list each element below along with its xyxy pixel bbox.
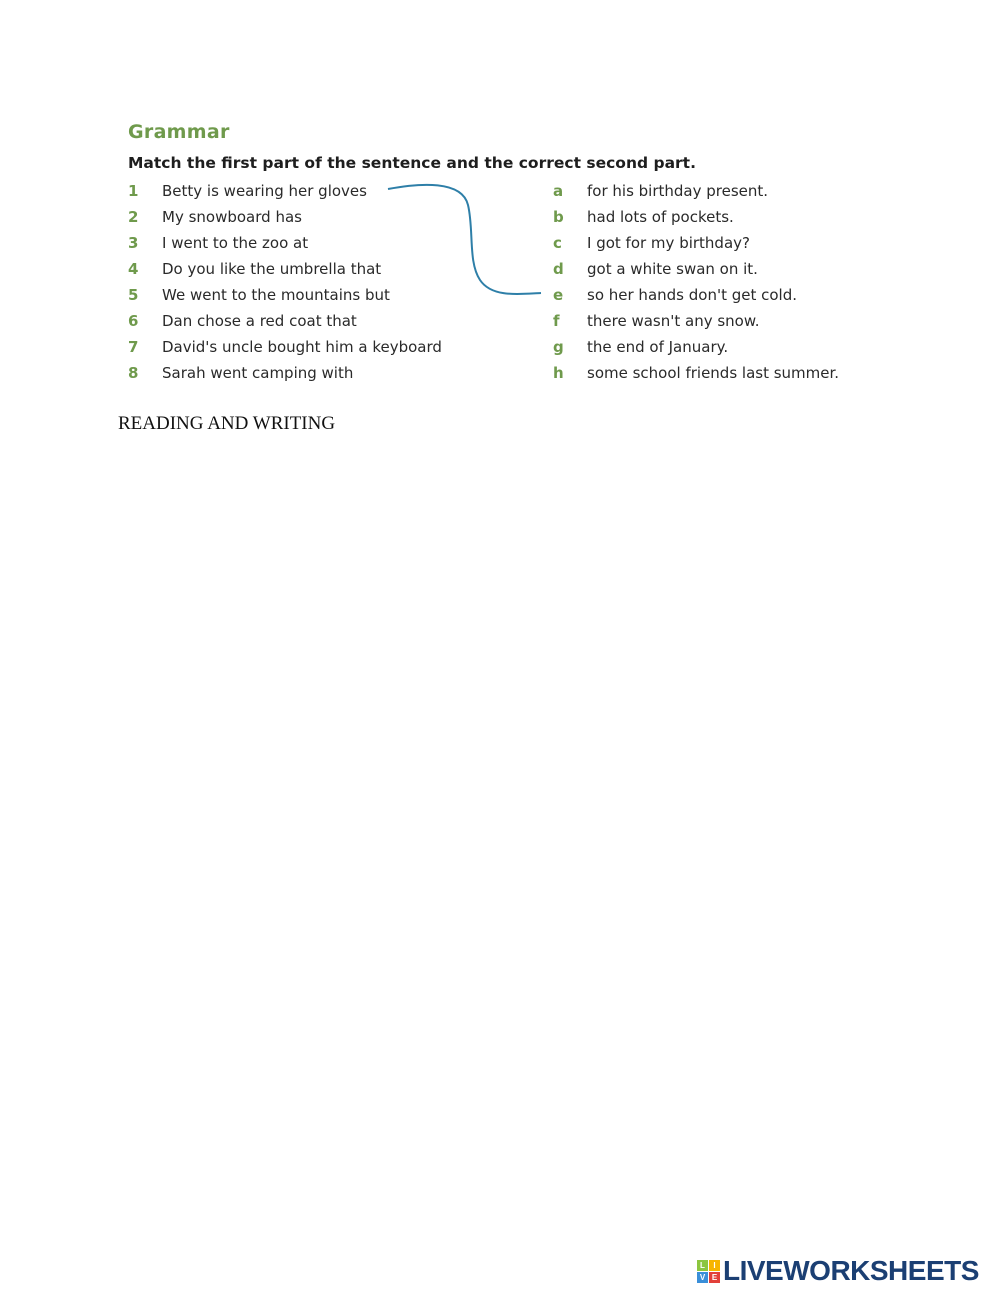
item-text: Dan chose a red coat that (162, 312, 357, 330)
item-number: 1 (128, 182, 139, 200)
item-text: Do you like the umbrella that (162, 260, 382, 278)
item-text: I got for my birthday? (587, 234, 750, 252)
match-line (0, 0, 1000, 420)
item-number: 5 (128, 286, 139, 304)
item-number: 4 (128, 260, 139, 278)
item-text: Sarah went camping with (162, 364, 354, 382)
item-text: got a white swan on it. (587, 260, 758, 278)
item-number: 8 (128, 364, 139, 382)
item-text: had lots of pockets. (587, 208, 734, 226)
logo-tile: E (709, 1272, 720, 1283)
section-title: Grammar (128, 121, 230, 143)
item-letter: a (553, 182, 564, 200)
item-letter: c (553, 234, 562, 252)
item-text: some school friends last summer. (587, 364, 840, 382)
item-letter: e (553, 286, 564, 304)
logo-tile: V (697, 1272, 708, 1283)
section-heading: READING AND WRITING (118, 413, 336, 434)
logo-text: LIVEWORKSHEETS (723, 1255, 979, 1286)
item-number: 3 (128, 234, 139, 252)
item-text: for his birthday present. (587, 182, 769, 200)
logo-tile: L (697, 1260, 708, 1271)
instruction: Match the first part of the sentence and the correct second part. (128, 154, 696, 172)
logo-tiles-icon (697, 1260, 720, 1283)
item-text: I went to the zoo at (162, 234, 309, 252)
item-text: there wasn't any snow. (587, 312, 760, 330)
item-text: Betty is wearing her gloves (162, 182, 367, 200)
item-number: 2 (128, 208, 139, 226)
item-text: We went to the mountains but (162, 286, 390, 304)
item-letter: g (553, 338, 564, 356)
item-letter: d (553, 260, 564, 278)
logo-tile: I (709, 1260, 720, 1271)
liveworksheets-logo (697, 1255, 979, 1287)
item-letter: b (553, 208, 564, 226)
item-number: 7 (128, 338, 139, 356)
item-text: David's uncle bought him a keyboard (162, 338, 442, 356)
item-text: the end of January. (587, 338, 729, 356)
item-letter: h (553, 364, 564, 382)
item-text: My snowboard has (162, 208, 302, 226)
item-number: 6 (128, 312, 139, 330)
item-letter: f (553, 312, 560, 330)
item-text: so her hands don't get cold. (587, 286, 797, 304)
